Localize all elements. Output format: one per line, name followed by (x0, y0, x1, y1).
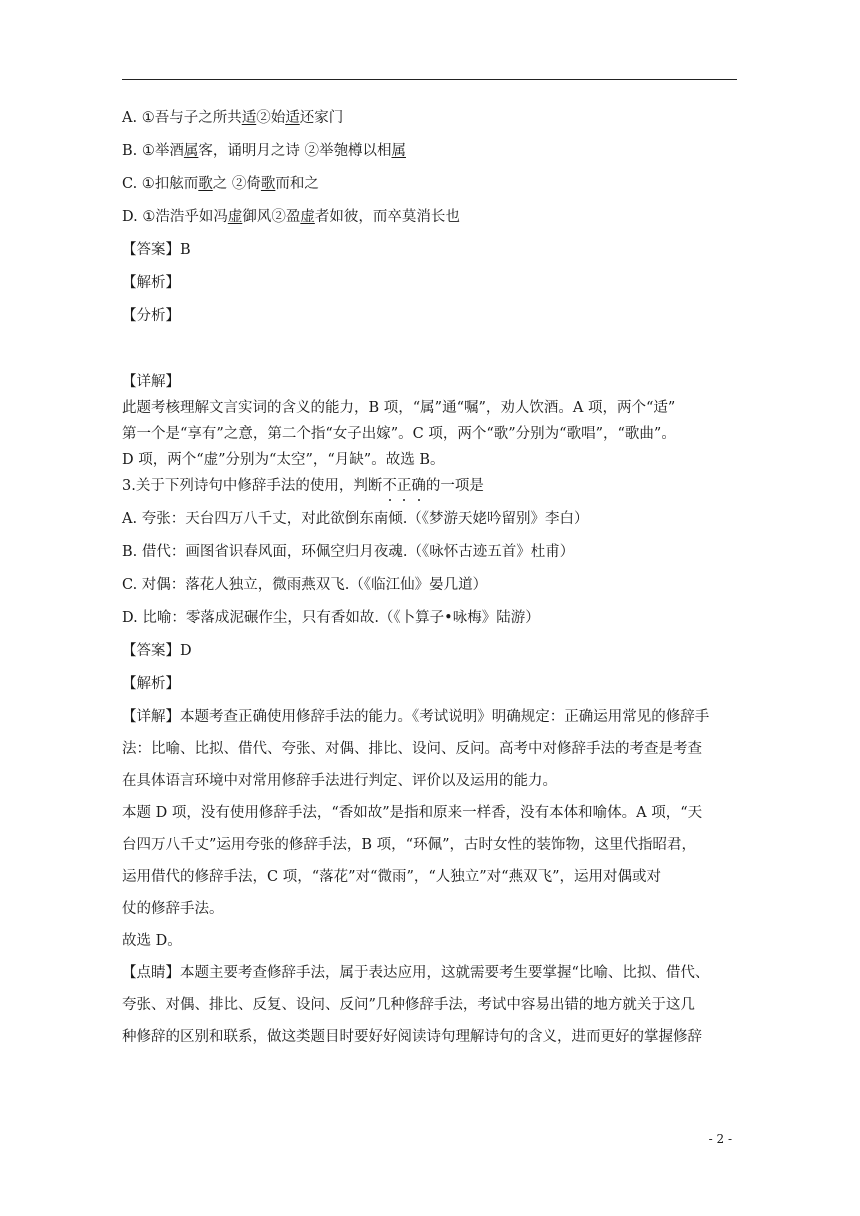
q2-option-b (122, 141, 742, 161)
q3-jiexi: 【解析】 (122, 676, 180, 692)
text: A. ①吾与子之所共 (122, 110, 242, 126)
page-number: - 2 - (708, 1132, 732, 1146)
q3-option-c: C. 对偶：落花人独立，微雨燕双飞.（《临江仙》晏几道） (122, 577, 488, 593)
q2-option-c (122, 174, 742, 194)
q3-option-d: D. 比喻：零落成泥碾作尘，只有香如故.（《卜算子•咏梅》陆游） (122, 610, 540, 626)
underlined-word: 适 (241, 110, 257, 126)
underlined-word: 适 (285, 110, 300, 126)
q3-detail-line: 在具体语言环境中对常用修辞手法进行判定、评价以及运用的能力。 (122, 773, 557, 789)
q2-detail-line: 此题考核理解文言实词的含义的能力，B 项，“属”通“嘱”，劝人饮酒。A 项，两个“适” (122, 400, 676, 416)
underlined-word: 虚 (227, 209, 243, 225)
text: 的一项是 (425, 478, 484, 494)
q3-option-b: B. 借代：画图省识春风面，环佩空归月夜魂.（《咏怀古迹五首》杜甫） (122, 544, 575, 560)
text: 者如彼，而卒莫消长也 (314, 209, 460, 225)
q3-dianjing-line: 夸张、对偶、排比、反复、设问、反问”几种修辞手法，考试中容易出错的地方就关于这几 (122, 997, 695, 1013)
underlined-word: 歌 (260, 176, 276, 192)
q3-stem (122, 476, 742, 496)
q3-dianjing-line: 种修辞的区别和联系，做这类题目时要好好阅读诗句理解诗句的含义，进而更好的掌握修辞 (122, 1029, 702, 1045)
q3-answer: 【答案】D (122, 643, 192, 659)
underlined-word: 虚 (300, 209, 315, 225)
header-rule (122, 79, 737, 80)
text: 之 ②倚 (212, 176, 261, 192)
q2-xiangjie: 【详解】 (122, 374, 180, 390)
q2-detail-line: D 项，两个“虚”分别为“太空”，“月缺”。故选 B。 (122, 452, 445, 468)
underlined-word: 属 (391, 143, 406, 159)
text: 御风②盈 (242, 209, 301, 225)
q3-detail-line: 法：比喻、比拟、借代、夸张、对偶、排比、设问、反问。高考中对修辞手法的考查是考查 (122, 741, 702, 757)
q3-para2-line: 台四万八千丈”运用夸张的修辞手法，B 项，“环佩”，古时女性的装饰物，这里代指昭君， (122, 837, 696, 853)
text: B. ①举酒 (122, 143, 184, 159)
text: C. ①扣舷而 (122, 176, 199, 192)
q2-option-a (122, 108, 742, 128)
emphasis-char: 不 (382, 478, 397, 494)
underlined-word: 歌 (198, 176, 213, 192)
text: 3.关于下列诗句中修辞手法的使用，判断 (122, 478, 383, 494)
q3-dianjing-line: 【点睛】本题主要考查修辞手法，属于表达应用，这就需要考生要掌握“比喻、比拟、借代、 (122, 965, 710, 981)
text: 而和之 (275, 176, 319, 192)
underlined-word: 属 (183, 143, 199, 159)
text: D. ①浩浩乎如冯 (122, 209, 228, 225)
emphasis-char: 确 (411, 478, 426, 494)
page-content (122, 108, 742, 1059)
text: ②始 (256, 110, 286, 126)
q2-fenxi: 【分析】 (122, 308, 180, 324)
q2-detail-line: 第一个是“享有”之意，第二个指“女子出嫁”。C 项，两个“歌”分别为“歌唱”，“歌曲”。 (122, 426, 676, 442)
q3-conclusion: 故选 D。 (122, 933, 182, 949)
q3-para2-line: 运用借代的修辞手法，C 项，“落花”对“微雨”，“人独立”对“燕双飞”，运用对偶或对 (122, 869, 662, 885)
text: 客，诵明月之诗 ②举匏樽以相 (198, 143, 392, 159)
q3-detail-line: 【详解】本题考查正确使用修辞手法的能力。《考试说明》明确规定：正确运用常见的修辞手 (122, 709, 710, 725)
q3-para2-line: 仗的修辞手法。 (122, 901, 224, 917)
q2-option-d (122, 207, 742, 227)
q2-jiexi: 【解析】 (122, 275, 180, 291)
q2-answer: 【答案】B (122, 242, 191, 258)
q3-para2-line: 本题 D 项，没有使用修辞手法，“香如故”是指和原来一样香，没有本体和喻体。A 项，“天 (122, 805, 703, 821)
q3-option-a: A. 夸张：天台四万八千丈，对此欲倒东南倾.（《梦游天姥吟留别》李白） (122, 511, 589, 527)
text: 还家门 (299, 110, 344, 126)
emphasis-char: 正 (396, 478, 412, 494)
